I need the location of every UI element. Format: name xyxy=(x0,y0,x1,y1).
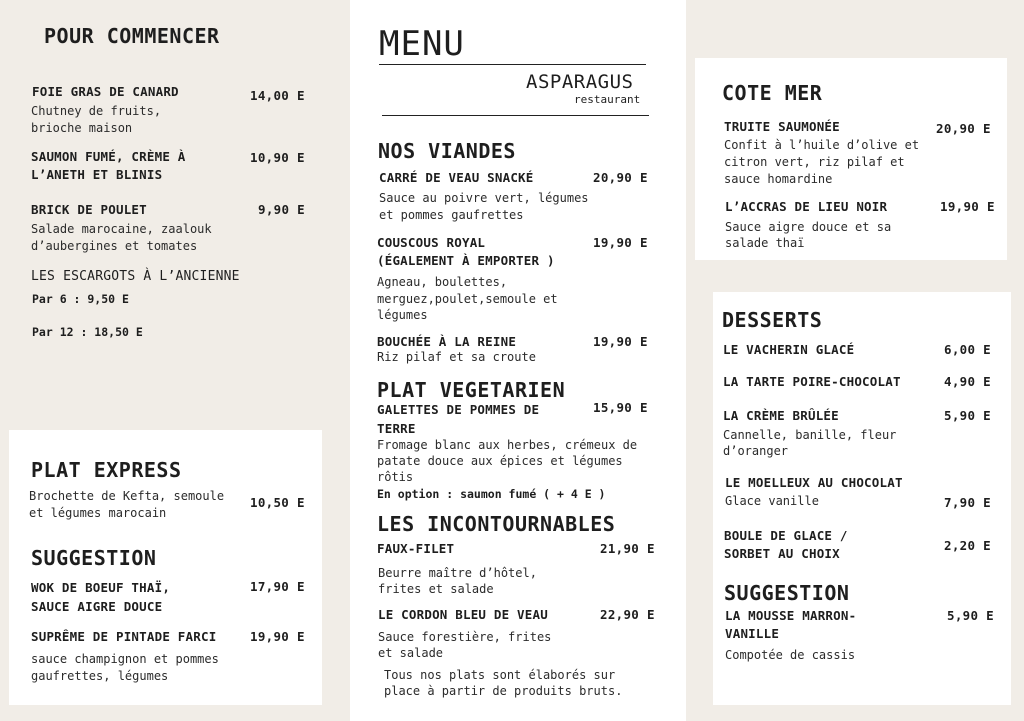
section-title-vegetarien: PLAT VEGETARIEN xyxy=(377,378,566,402)
item-price: 20,90 E xyxy=(593,170,648,185)
header-rule-top xyxy=(379,64,646,65)
item-name: COUSCOUS ROYAL xyxy=(377,235,486,250)
item-name: GALETTES DE POMMES DE xyxy=(377,402,540,417)
item-desc: Glace vanille xyxy=(725,494,819,508)
section-title-desserts: DESSERTS xyxy=(722,308,823,332)
item-desc: Beurre maître d’hôtel, xyxy=(378,566,537,580)
item-name: CARRÉ DE VEAU SNACKÉ xyxy=(379,170,534,185)
item-name: WOK DE BOEUF THAÏ, xyxy=(31,580,171,595)
item-name: (ÉGALEMENT À EMPORTER ) xyxy=(377,253,555,268)
item-price: 17,90 E xyxy=(250,579,305,594)
item-price: 14,00 E xyxy=(250,88,305,103)
item-price: 15,90 E xyxy=(593,400,648,415)
item-price: 22,90 E xyxy=(600,607,655,622)
footer-note: Tous nos plats sont élaborés sur xyxy=(384,668,616,682)
item-desc: Brochette de Kefta, semoule xyxy=(29,489,225,503)
item-name: TRUITE SAUMONÉE xyxy=(724,119,840,134)
item-price: 20,90 E xyxy=(936,121,991,136)
item-price: 19,90 E xyxy=(593,235,648,250)
item-name: LES ESCARGOTS À L’ANCIENNE xyxy=(31,269,240,284)
header-rule-bottom xyxy=(382,115,649,116)
item-desc: patate douce aux épices et légumes xyxy=(377,454,623,468)
item-desc: et légumes marocain xyxy=(29,506,167,520)
item-desc: et pommes gaufrettes xyxy=(379,208,524,222)
item-name: FOIE GRAS DE CANARD xyxy=(32,84,179,99)
item-name: L’ANETH ET BLINIS xyxy=(31,167,163,182)
section-title-suggestion: SUGGESTION xyxy=(31,546,157,570)
section-title-pour-commencer: POUR COMMENCER xyxy=(44,24,220,48)
section-title-viandes: NOS VIANDES xyxy=(378,139,516,163)
item-desc: gaufrettes, légumes xyxy=(31,669,169,683)
item-price: 19,90 E xyxy=(940,199,995,214)
item-desc: merguez,poulet,semoule et xyxy=(377,292,558,306)
item-desc: Cannelle, banille, fleur xyxy=(723,428,897,442)
item-price: 10,90 E xyxy=(250,150,305,165)
item-name: LA MOUSSE MARRON- xyxy=(725,608,857,623)
item-option: Par 6 : 9,50 E xyxy=(32,292,129,306)
item-desc: frites et salade xyxy=(378,582,494,596)
section-title-cote-mer: COTE MER xyxy=(722,81,823,105)
item-option: En option : saumon fumé ( + 4 E ) xyxy=(377,487,606,501)
item-name: BOUCHÉE À LA REINE xyxy=(377,334,517,349)
item-price: 4,90 E xyxy=(944,374,991,389)
item-name: FAUX-FILET xyxy=(377,541,455,556)
item-name: SAUMON FUMÉ, CRÈME À xyxy=(31,149,186,164)
section-title-suggestion-right: SUGGESTION xyxy=(724,581,850,605)
item-price: 2,20 E xyxy=(944,538,991,553)
item-name: LE CORDON BLEU DE VEAU xyxy=(378,607,548,622)
item-name: LE VACHERIN GLACÉ xyxy=(723,342,855,357)
item-name: BOULE DE GLACE / xyxy=(724,528,848,543)
restaurant-sub: restaurant xyxy=(574,93,641,106)
item-name: SAUCE AIGRE DOUCE xyxy=(31,599,163,614)
item-desc: et salade xyxy=(378,646,444,660)
item-desc: salade thaï xyxy=(725,236,805,250)
item-name: LE MOELLEUX AU CHOCOLAT xyxy=(725,475,903,490)
item-name: SUPRÊME DE PINTADE FARCI xyxy=(31,629,217,644)
item-name: BRICK DE POULET xyxy=(31,202,147,217)
item-desc: Salade marocaine, zaalouk xyxy=(31,222,212,236)
item-desc: brioche maison xyxy=(31,121,133,135)
section-title-incontournables: LES INCONTOURNABLES xyxy=(377,512,616,536)
item-desc: légumes xyxy=(377,308,428,322)
item-price: 9,90 E xyxy=(258,202,305,217)
item-desc: Compotée de cassis xyxy=(725,648,856,662)
item-desc: Chutney de fruits, xyxy=(31,104,162,118)
menu-title: MENU xyxy=(379,24,465,64)
section-title-plat-express: PLAT EXPRESS xyxy=(31,458,182,482)
restaurant-name: ASPARAGUS xyxy=(526,71,634,93)
item-price: 19,90 E xyxy=(593,334,648,349)
item-desc: Confit à l’huile d’olive et xyxy=(724,138,920,152)
item-price: 7,90 E xyxy=(944,495,991,510)
item-name: L’ACCRAS DE LIEU NOIR xyxy=(725,199,888,214)
item-desc: Sauce aigre douce et sa xyxy=(725,220,892,234)
item-desc: Agneau, boulettes, xyxy=(377,275,508,289)
item-name: LA CRÈME BRÛLÉE xyxy=(723,408,839,423)
item-desc: Sauce au poivre vert, légumes xyxy=(379,191,589,205)
item-desc: sauce homardine xyxy=(724,172,833,186)
item-desc: sauce champignon et pommes xyxy=(31,652,219,666)
item-name: TERRE xyxy=(377,421,416,436)
item-name: VANILLE xyxy=(725,626,780,641)
item-name: LA TARTE POIRE-CHOCOLAT xyxy=(723,374,901,389)
item-price: 5,90 E xyxy=(947,608,994,623)
item-desc: Riz pilaf et sa croute xyxy=(377,350,536,364)
item-desc: Fromage blanc aux herbes, crémeux de xyxy=(377,438,638,452)
item-option: Par 12 : 18,50 E xyxy=(32,325,143,339)
item-price: 6,00 E xyxy=(944,342,991,357)
footer-note: place à partir de produits bruts. xyxy=(384,684,623,698)
item-desc: d’oranger xyxy=(723,444,789,458)
item-name: SORBET AU CHOIX xyxy=(724,546,840,561)
item-desc: citron vert, riz pilaf et xyxy=(724,155,905,169)
item-desc: Sauce forestière, frites xyxy=(378,630,552,644)
item-price: 5,90 E xyxy=(944,408,991,423)
item-desc: d’aubergines et tomates xyxy=(31,239,198,253)
item-price: 10,50 E xyxy=(250,495,305,510)
item-desc: rôtis xyxy=(377,470,414,484)
item-price: 21,90 E xyxy=(600,541,655,556)
item-price: 19,90 E xyxy=(250,629,305,644)
